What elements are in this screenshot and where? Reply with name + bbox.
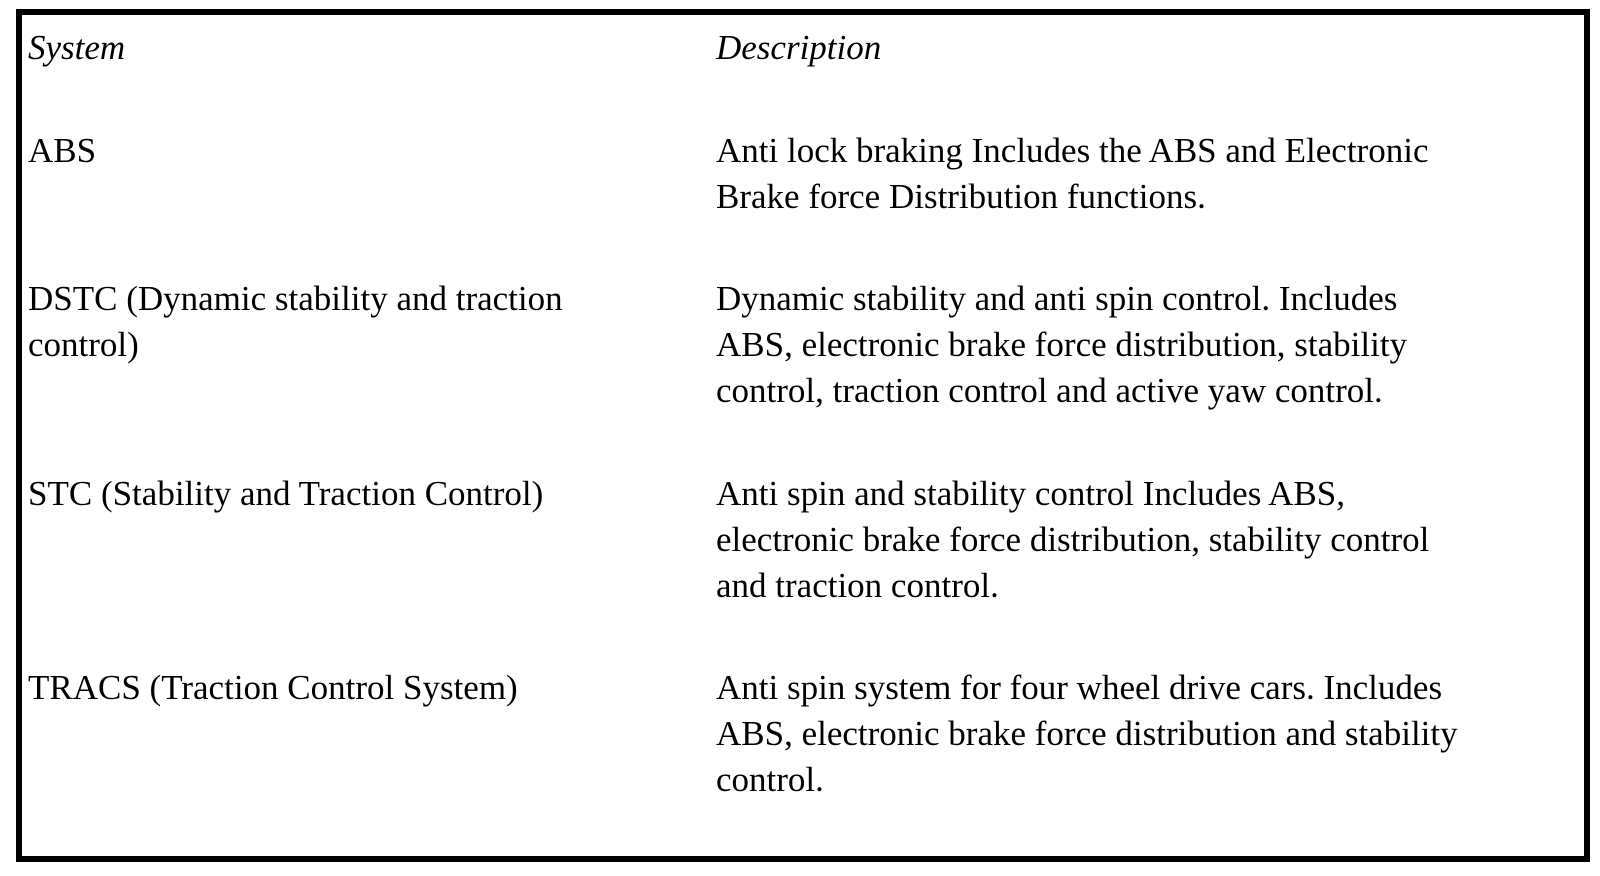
system-cell [28, 276, 668, 368]
system-cell [28, 471, 668, 517]
system-line: control) [28, 325, 139, 364]
description-line: Anti spin and stability control Includes ABS, [716, 474, 1345, 513]
system-line: DSTC (Dynamic stability and traction [28, 279, 563, 318]
system-cell [28, 128, 668, 174]
table-frame [16, 9, 1590, 862]
description-line: Brake force Distribution functions. [716, 177, 1206, 216]
table-header-row [22, 25, 1584, 75]
system-text: ABS [28, 131, 97, 170]
system-text: STC (Stability and Traction Control) [28, 474, 544, 513]
description-line: Dynamic stability and anti spin control. Includes [716, 279, 1398, 318]
description-line: Anti spin system for four wheel drive cars. Includes [716, 668, 1443, 707]
description-cell [716, 276, 1576, 414]
description-line: Anti lock braking Includes the ABS and Electronic [716, 131, 1429, 170]
description-line: control. [716, 760, 824, 799]
description-line: and traction control. [716, 566, 999, 605]
system-text: TRACS (Traction Control System) [28, 668, 518, 707]
description-line: ABS, electronic brake force distribution and stability [716, 714, 1458, 753]
description-cell [716, 471, 1576, 609]
description-line: control, traction control and active yaw control. [716, 371, 1383, 410]
description-line: ABS, electronic brake force distribution, stability [716, 325, 1408, 364]
header-description: Description [716, 28, 882, 67]
system-cell [28, 665, 668, 711]
header-system: System [28, 28, 126, 67]
description-cell [716, 128, 1576, 220]
description-line: electronic brake force distribution, stability control [716, 520, 1430, 559]
description-cell [716, 665, 1576, 803]
